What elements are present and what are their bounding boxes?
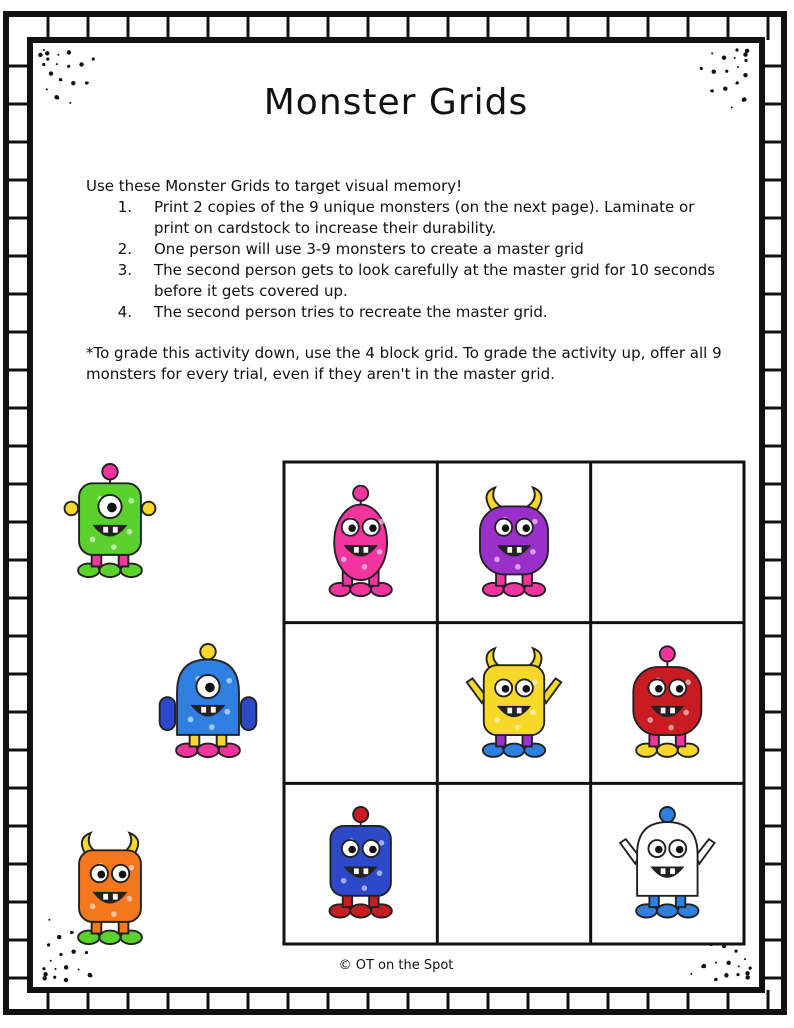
instructions <box>86 176 726 400</box>
page-title: Monster Grids <box>263 82 529 123</box>
green-monster-image <box>52 462 168 582</box>
step-number: 3. <box>117 261 132 279</box>
step-text: The second person gets to look carefully at the master grid for 10 seconds before it gets covered up. <box>154 261 715 300</box>
step-number: 2. <box>117 240 132 258</box>
step-text: Print 2 copies of the 9 unique monsters (on the next page). Laminate or print on cardstock to increase their durability. <box>154 198 695 237</box>
step-number: 1. <box>117 198 132 216</box>
copyright-credit: © OT on the Spot <box>338 958 454 973</box>
step-item <box>86 239 726 260</box>
step-text: One person will use 3-9 monsters to create a master grid <box>154 240 584 258</box>
orange-monster-image <box>52 830 168 948</box>
step-item <box>86 260 726 302</box>
orange-monster <box>78 833 142 944</box>
blue-monster-image <box>150 636 266 768</box>
steps-list <box>86 197 726 323</box>
step-number: 4. <box>117 303 132 321</box>
blue-monster <box>160 644 257 757</box>
step-item <box>86 302 726 323</box>
green-monster <box>65 464 156 577</box>
master-grid <box>282 460 746 946</box>
step-text: The second person tries to recreate the master grid. <box>154 303 548 321</box>
grading-note: *To grade this activity down, use the 4 block grid. To grade the activity up, offer all 9 monsters for every trial, even if they aren't in the master grid. <box>86 344 722 383</box>
step-item <box>86 197 726 239</box>
instructions-intro: Use these Monster Grids to target visual memory! <box>86 177 463 195</box>
